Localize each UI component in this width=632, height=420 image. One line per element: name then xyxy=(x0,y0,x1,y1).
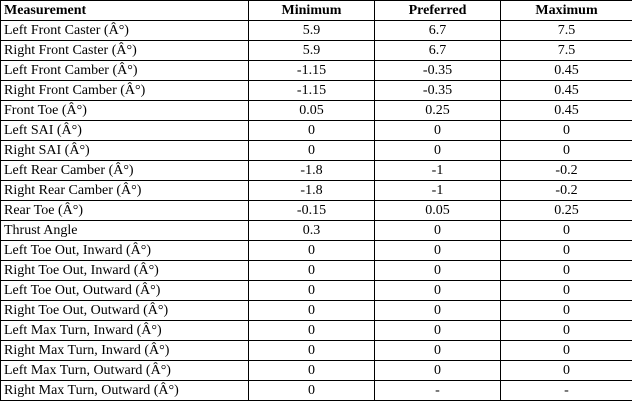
minimum-cell: 0.3 xyxy=(249,221,375,241)
measurement-cell: Left Front Caster (Â°) xyxy=(1,21,249,41)
table-row xyxy=(1,81,632,101)
preferred-cell: 6.7 xyxy=(375,21,501,41)
measurement-cell: Front Toe (Â°) xyxy=(1,101,249,121)
preferred-cell: 0 xyxy=(375,221,501,241)
measurement-cell: Right SAI (Â°) xyxy=(1,141,249,161)
preferred-cell: -0.35 xyxy=(375,61,501,81)
table-row xyxy=(1,301,632,321)
preferred-cell: 0 xyxy=(375,341,501,361)
minimum-cell: 0 xyxy=(249,261,375,281)
minimum-cell: 0 xyxy=(249,281,375,301)
preferred-cell: 0 xyxy=(375,361,501,381)
column-header-measurement: Measurement xyxy=(1,1,249,21)
maximum-cell: 0.45 xyxy=(501,81,632,101)
maximum-cell: 0 xyxy=(501,121,632,141)
preferred-cell: 0.05 xyxy=(375,201,501,221)
column-header-preferred: Preferred xyxy=(375,1,501,21)
minimum-cell: 0 xyxy=(249,121,375,141)
table-row xyxy=(1,61,632,81)
maximum-cell: 0 xyxy=(501,301,632,321)
preferred-cell: 0 xyxy=(375,321,501,341)
maximum-cell: 0 xyxy=(501,261,632,281)
preferred-cell: 0 xyxy=(375,281,501,301)
table-header xyxy=(1,1,632,21)
table-row xyxy=(1,181,632,201)
measurement-cell: Left SAI (Â°) xyxy=(1,121,249,141)
maximum-cell: 0.25 xyxy=(501,201,632,221)
measurement-cell: Right Toe Out, Inward (Â°) xyxy=(1,261,249,281)
measurement-cell: Right Max Turn, Inward (Â°) xyxy=(1,341,249,361)
header-row xyxy=(1,1,632,21)
minimum-cell: -1.8 xyxy=(249,161,375,181)
table-row xyxy=(1,101,632,121)
minimum-cell: -0.15 xyxy=(249,201,375,221)
minimum-cell: 0 xyxy=(249,241,375,261)
preferred-cell: 0 xyxy=(375,121,501,141)
preferred-cell: -0.35 xyxy=(375,81,501,101)
table-row xyxy=(1,341,632,361)
minimum-cell: 0 xyxy=(249,381,375,401)
measurement-cell: Right Max Turn, Outward (Â°) xyxy=(1,381,249,401)
table-body xyxy=(1,21,632,401)
preferred-cell: 6.7 xyxy=(375,41,501,61)
maximum-cell: 0 xyxy=(501,281,632,301)
measurement-cell: Right Front Caster (Â°) xyxy=(1,41,249,61)
maximum-cell: -0.2 xyxy=(501,161,632,181)
table-row xyxy=(1,221,632,241)
preferred-cell: 0 xyxy=(375,241,501,261)
table-row xyxy=(1,281,632,301)
preferred-cell: 0 xyxy=(375,301,501,321)
measurement-cell: Left Toe Out, Outward (Â°) xyxy=(1,281,249,301)
measurement-cell: Right Rear Camber (Â°) xyxy=(1,181,249,201)
table-row xyxy=(1,41,632,61)
maximum-cell: 0.45 xyxy=(501,61,632,81)
measurement-cell: Left Toe Out, Inward (Â°) xyxy=(1,241,249,261)
table-row xyxy=(1,161,632,181)
minimum-cell: 0 xyxy=(249,341,375,361)
preferred-cell: -1 xyxy=(375,161,501,181)
maximum-cell: 0 xyxy=(501,221,632,241)
maximum-cell: 0 xyxy=(501,341,632,361)
preferred-cell: 0 xyxy=(375,141,501,161)
minimum-cell: 0 xyxy=(249,301,375,321)
table-row xyxy=(1,261,632,281)
table-row xyxy=(1,121,632,141)
table-row xyxy=(1,201,632,221)
measurement-cell: Left Max Turn, Inward (Â°) xyxy=(1,321,249,341)
maximum-cell: 0 xyxy=(501,361,632,381)
measurement-cell: Left Front Camber (Â°) xyxy=(1,61,249,81)
table-row xyxy=(1,321,632,341)
minimum-cell: -1.15 xyxy=(249,61,375,81)
measurement-cell: Right Front Camber (Â°) xyxy=(1,81,249,101)
measurement-cell: Right Toe Out, Outward (Â°) xyxy=(1,301,249,321)
maximum-cell: - xyxy=(501,381,632,401)
maximum-cell: -0.2 xyxy=(501,181,632,201)
maximum-cell: 7.5 xyxy=(501,21,632,41)
measurement-cell: Left Rear Camber (Â°) xyxy=(1,161,249,181)
maximum-cell: 7.5 xyxy=(501,41,632,61)
table-row xyxy=(1,361,632,381)
minimum-cell: -1.15 xyxy=(249,81,375,101)
table-row xyxy=(1,141,632,161)
minimum-cell: 5.9 xyxy=(249,41,375,61)
preferred-cell: 0.25 xyxy=(375,101,501,121)
maximum-cell: 0.45 xyxy=(501,101,632,121)
maximum-cell: 0 xyxy=(501,141,632,161)
minimum-cell: 5.9 xyxy=(249,21,375,41)
minimum-cell: 0.05 xyxy=(249,101,375,121)
column-header-maximum: Maximum xyxy=(501,1,632,21)
preferred-cell: -1 xyxy=(375,181,501,201)
measurement-cell: Left Max Turn, Outward (Â°) xyxy=(1,361,249,381)
column-header-minimum: Minimum xyxy=(249,1,375,21)
measurement-cell: Thrust Angle xyxy=(1,221,249,241)
table-row xyxy=(1,381,632,401)
table-row xyxy=(1,21,632,41)
minimum-cell: 0 xyxy=(249,361,375,381)
minimum-cell: -1.8 xyxy=(249,181,375,201)
measurement-cell: Rear Toe (Â°) xyxy=(1,201,249,221)
table-row xyxy=(1,241,632,261)
maximum-cell: 0 xyxy=(501,321,632,341)
maximum-cell: 0 xyxy=(501,241,632,261)
preferred-cell: - xyxy=(375,381,501,401)
minimum-cell: 0 xyxy=(249,141,375,161)
preferred-cell: 0 xyxy=(375,261,501,281)
minimum-cell: 0 xyxy=(249,321,375,341)
